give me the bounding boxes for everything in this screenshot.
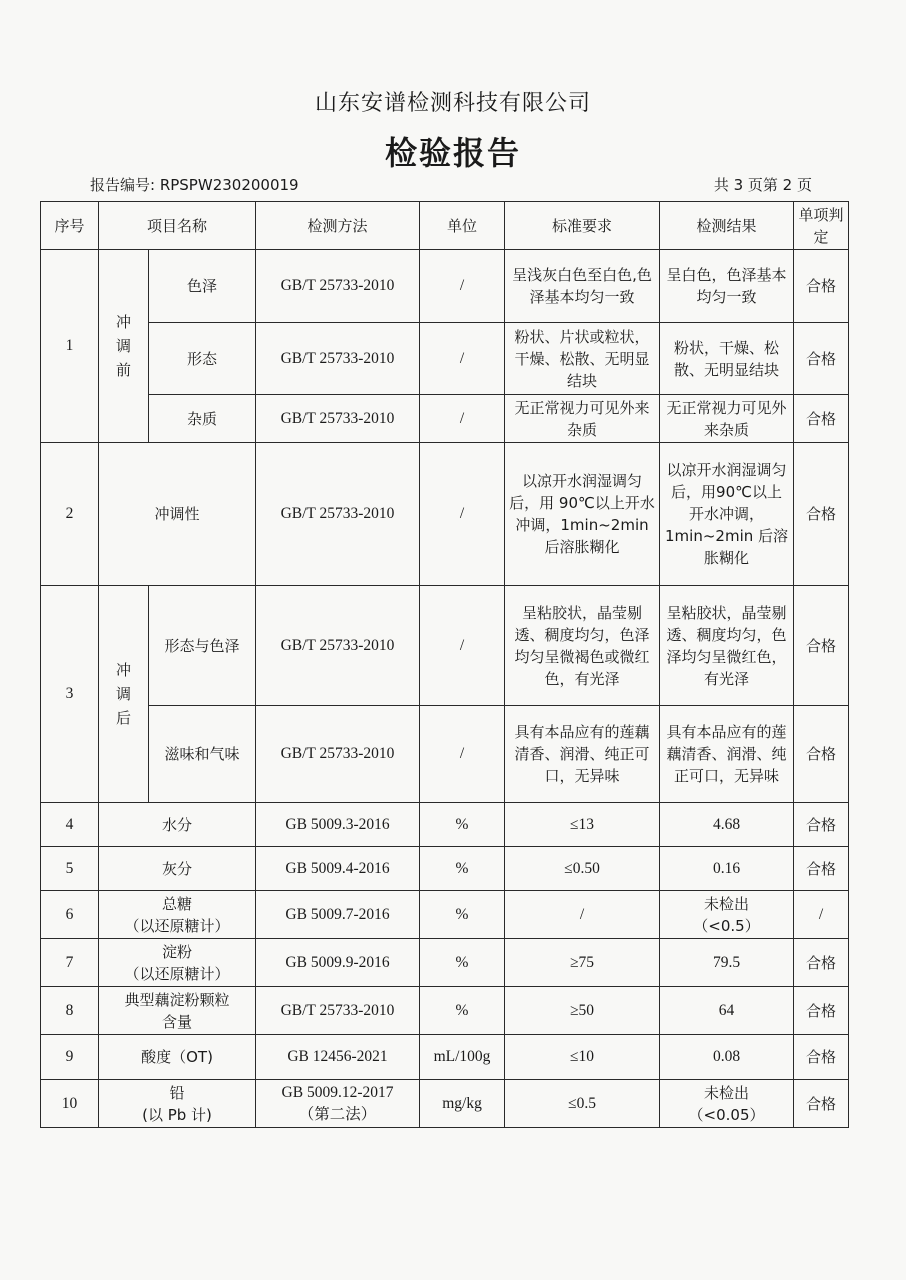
standard: 具有本品应有的莲藕清香、润滑、纯正可口，无异味 [505, 706, 660, 803]
row-seq: 10 [41, 1080, 99, 1128]
inspection-table [40, 201, 849, 1128]
table-row [41, 586, 849, 706]
item-name: 总糖 （以还原糖计） [99, 891, 256, 939]
result: 具有本品应有的莲藕清香、润滑、纯正可口，无异味 [660, 706, 794, 803]
table-row [41, 1035, 849, 1080]
result: 无正常视力可见外来杂质 [660, 395, 794, 443]
col-judgement: 单项判定 [794, 202, 849, 250]
table-row [41, 803, 849, 847]
table-row [41, 706, 849, 803]
standard: 无正常视力可见外来杂质 [505, 395, 660, 443]
result: 粉状，干燥、松散、无明显结块 [660, 323, 794, 395]
standard: 呈浅灰白色至白色,色泽基本均匀一致 [505, 250, 660, 323]
unit: / [420, 323, 505, 395]
item-name: 典型藕淀粉颗粒 含量 [99, 987, 256, 1035]
item-name: 铅 (以 Pb 计) [99, 1080, 256, 1128]
unit: / [420, 586, 505, 706]
judgement: 合格 [794, 706, 849, 803]
row-seq: 5 [41, 847, 99, 891]
group-label-after: 冲调后 [99, 586, 149, 803]
col-standard: 标准要求 [505, 202, 660, 250]
standard: / [505, 891, 660, 939]
row-seq: 6 [41, 891, 99, 939]
judgement: / [794, 891, 849, 939]
table-row [41, 323, 849, 395]
col-method: 检测方法 [256, 202, 420, 250]
item-name: 淀粉 （以还原糖计） [99, 939, 256, 987]
row-seq: 1 [41, 250, 99, 443]
table-row [41, 939, 849, 987]
judgement: 合格 [794, 987, 849, 1035]
standard: 以凉开水润湿调匀后，用 90℃以上开水冲调，1min~2min 后溶胀糊化 [505, 443, 660, 586]
judgement: 合格 [794, 323, 849, 395]
result: 64 [660, 987, 794, 1035]
test-method: GB 5009.4-2016 [256, 847, 420, 891]
test-method: GB/T 25733-2010 [256, 323, 420, 395]
item-name: 冲调性 [99, 443, 256, 586]
judgement: 合格 [794, 443, 849, 586]
table-row [41, 891, 849, 939]
unit: % [420, 939, 505, 987]
unit: / [420, 250, 505, 323]
table-row [41, 250, 849, 323]
item-name: 灰分 [99, 847, 256, 891]
document-title: 检验报告 [384, 134, 521, 172]
test-method: GB/T 25733-2010 [256, 250, 420, 323]
judgement: 合格 [794, 586, 849, 706]
test-method: GB/T 25733-2010 [256, 586, 420, 706]
item-name: 滋味和气味 [149, 706, 256, 803]
test-method: GB/T 25733-2010 [256, 987, 420, 1035]
test-method: GB 5009.9-2016 [256, 939, 420, 987]
result: 呈白色，色泽基本均匀一致 [660, 250, 794, 323]
item-name: 水分 [99, 803, 256, 847]
row-seq: 9 [41, 1035, 99, 1080]
col-item: 项目名称 [99, 202, 256, 250]
test-method: GB/T 25733-2010 [256, 443, 420, 586]
header-row [41, 202, 849, 250]
test-method: GB 5009.12-2017 （第二法） [256, 1080, 420, 1128]
item-name: 色泽 [149, 250, 256, 323]
col-result: 检测结果 [660, 202, 794, 250]
row-seq: 2 [41, 443, 99, 586]
test-method: GB 5009.7-2016 [256, 891, 420, 939]
col-seq: 序号 [41, 202, 99, 250]
result: 呈粘胶状，晶莹剔透、稠度均匀，色泽均匀呈微红色，有光泽 [660, 586, 794, 706]
judgement: 合格 [794, 847, 849, 891]
page-info: 共 3 页第 2 页 [713, 176, 812, 194]
table-row [41, 395, 849, 443]
unit: mg/kg [420, 1080, 505, 1128]
table-row [41, 1080, 849, 1128]
item-name: 杂质 [149, 395, 256, 443]
row-seq: 4 [41, 803, 99, 847]
unit: / [420, 395, 505, 443]
result: 以凉开水润湿调匀后，用90℃以上开水冲调，1min~2min 后溶胀糊化 [660, 443, 794, 586]
unit: % [420, 847, 505, 891]
unit: / [420, 706, 505, 803]
standard: ≥50 [505, 987, 660, 1035]
standard: ≤13 [505, 803, 660, 847]
result: 4.68 [660, 803, 794, 847]
result: 79.5 [660, 939, 794, 987]
test-method: GB/T 25733-2010 [256, 706, 420, 803]
unit: / [420, 443, 505, 586]
standard: ≤0.5 [505, 1080, 660, 1128]
report-number: 报告编号: RPSPW230200019 [90, 176, 299, 194]
table-row [41, 443, 849, 586]
test-method: GB 5009.3-2016 [256, 803, 420, 847]
item-name: 形态 [149, 323, 256, 395]
judgement: 合格 [794, 1035, 849, 1080]
col-unit: 单位 [420, 202, 505, 250]
item-name: 酸度（OT) [99, 1035, 256, 1080]
table-row [41, 987, 849, 1035]
item-name: 形态与色泽 [149, 586, 256, 706]
unit: % [420, 803, 505, 847]
company-name: 山东安谱检测科技有限公司 [314, 91, 591, 116]
standard: ≤0.50 [505, 847, 660, 891]
result: 0.08 [660, 1035, 794, 1080]
judgement: 合格 [794, 1080, 849, 1128]
judgement: 合格 [794, 395, 849, 443]
standard: 粉状、片状或粒状，干燥、松散、无明显结块 [505, 323, 660, 395]
unit: % [420, 891, 505, 939]
unit: mL/100g [420, 1035, 505, 1080]
result: 0.16 [660, 847, 794, 891]
test-method: GB 12456-2021 [256, 1035, 420, 1080]
row-seq: 8 [41, 987, 99, 1035]
standard: ≥75 [505, 939, 660, 987]
judgement: 合格 [794, 939, 849, 987]
standard: ≤10 [505, 1035, 660, 1080]
result: 未检出 （<0.5） [660, 891, 794, 939]
unit: % [420, 987, 505, 1035]
standard: 呈粘胶状，晶莹剔透、稠度均匀，色泽均匀呈微褐色或微红色，有光泽 [505, 586, 660, 706]
judgement: 合格 [794, 803, 849, 847]
row-seq: 7 [41, 939, 99, 987]
group-label-before: 冲调前 [99, 250, 149, 443]
result: 未检出 （<0.05） [660, 1080, 794, 1128]
judgement: 合格 [794, 250, 849, 323]
test-method: GB/T 25733-2010 [256, 395, 420, 443]
row-seq: 3 [41, 586, 99, 803]
table-row [41, 847, 849, 891]
